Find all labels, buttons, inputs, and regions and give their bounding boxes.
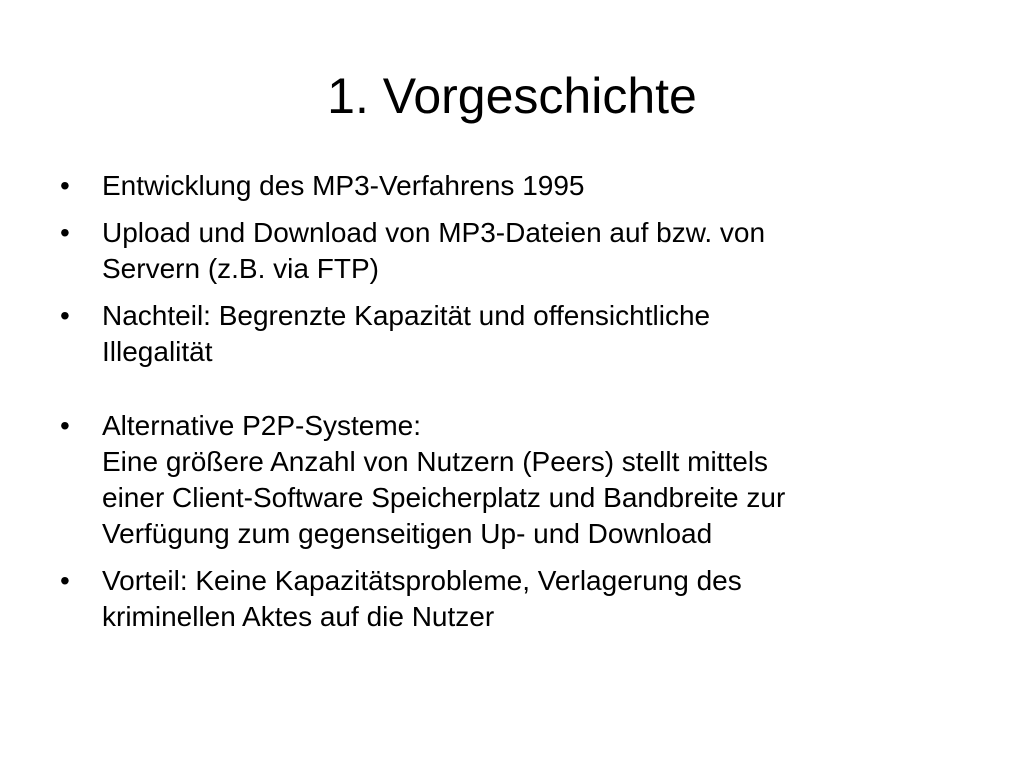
bullet-text-line: einer Client-Software Speicherplatz und Bandbreite zur (102, 482, 786, 513)
bullet-marker: • (60, 300, 70, 331)
bullet-item-p2p-systems (60, 408, 960, 552)
bullet-text-line: kriminellen Aktes auf die Nutzer (102, 601, 495, 632)
bullet-text-line: Nachteil: Begrenzte Kapazität und offensichtliche (102, 300, 711, 331)
bullet-text-line: Servern (z.B. via FTP) (102, 253, 379, 284)
bullet-marker: • (60, 410, 70, 441)
bullet-marker: • (60, 565, 70, 596)
bullet-item-advantage (60, 563, 960, 635)
bullet-text-line: Alternative P2P-Systeme: (102, 410, 422, 441)
bullet-text-line: Entwicklung des MP3-Verfahrens 1995 (102, 170, 585, 201)
bullet-item-upload-download (60, 215, 960, 287)
bullet-item-mp3-development (60, 168, 960, 204)
bullet-text-line: Eine größere Anzahl von Nutzern (Peers) stellt mittels (102, 446, 769, 477)
bullet-text-line: Vorteil: Keine Kapazitätsprobleme, Verlagerung des (102, 565, 742, 596)
bullet-text-line: Verfügung zum gegenseitigen Up- und Download (102, 518, 713, 549)
bullet-marker: • (60, 217, 70, 248)
bullet-marker: • (60, 170, 70, 201)
bullet-item-disadvantage (60, 298, 960, 370)
bullet-text-line: Illegalität (102, 336, 213, 367)
slide-title: 1. Vorgeschichte (327, 68, 697, 124)
bullet-list (60, 168, 960, 646)
bullet-text-line: Upload und Download von MP3-Dateien auf bzw. von (102, 217, 766, 248)
